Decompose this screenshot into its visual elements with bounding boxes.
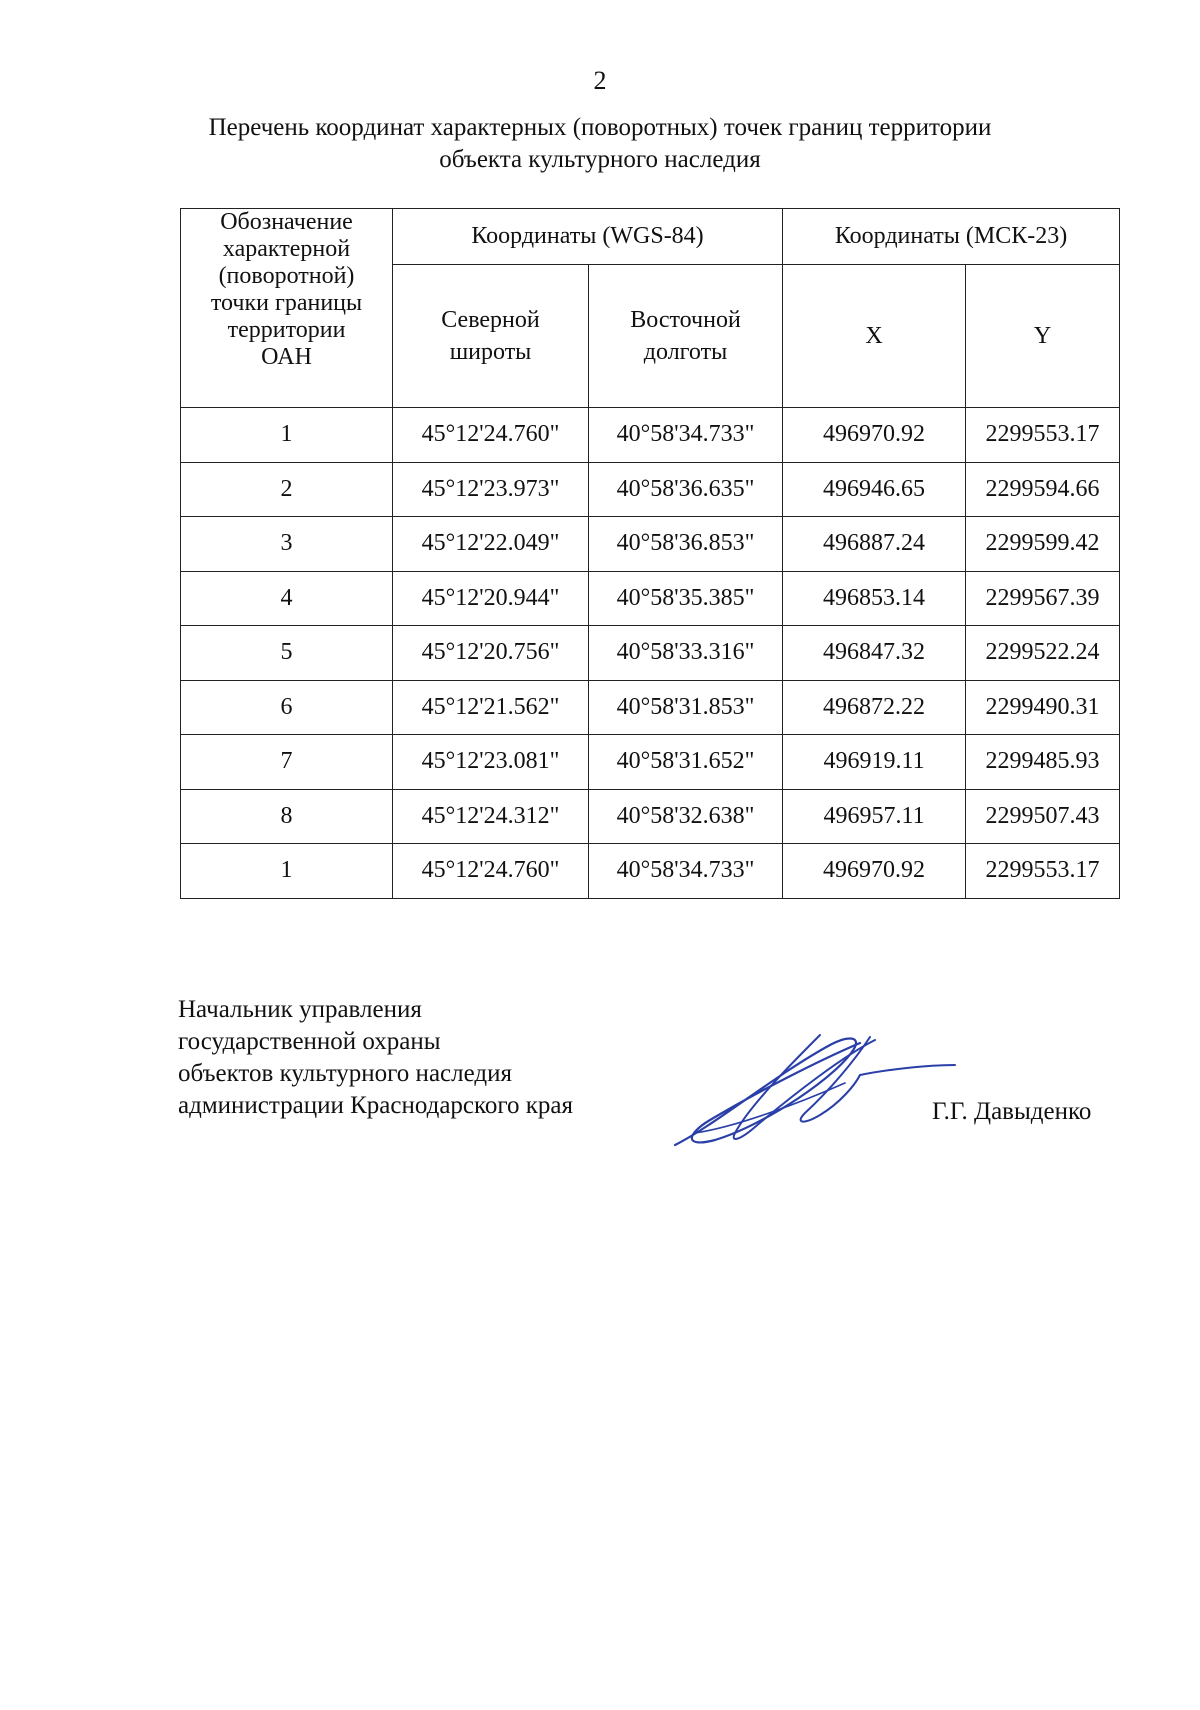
header-east-longitude [589, 265, 783, 408]
header-north-line: Северной [441, 307, 540, 333]
cell-point: 8 [181, 789, 393, 844]
table-row [181, 844, 1120, 899]
signatory-position-line: государственной охраны [178, 1028, 441, 1055]
table-row [181, 680, 1120, 735]
cell-y: 2299567.39 [966, 571, 1120, 626]
signatory-position-line: объектов культурного наследия [178, 1060, 512, 1087]
signatory-position-line: администрации Краснодарского края [178, 1092, 574, 1119]
cell-y: 2299599.42 [966, 517, 1120, 572]
cell-x: 496970.92 [783, 408, 966, 463]
table-row [181, 408, 1120, 463]
cell-y: 2299490.31 [966, 680, 1120, 735]
page-number: 2 [593, 66, 607, 95]
cell-point: 3 [181, 517, 393, 572]
table-row [181, 735, 1120, 790]
cell-longitude: 40°58'35.385" [589, 571, 783, 626]
cell-latitude: 45°12'21.562" [393, 680, 589, 735]
header-east-line: долготы [643, 339, 728, 365]
table-row [181, 789, 1120, 844]
cell-point: 1 [181, 844, 393, 899]
header-designation-line: характерной [222, 236, 351, 262]
table-row [181, 626, 1120, 681]
title-line-1: Перечень координат характерных (поворотных) точек границ территории [208, 114, 992, 141]
cell-latitude: 45°12'22.049" [393, 517, 589, 572]
header-designation-line: ОАН [261, 344, 312, 370]
cell-point: 6 [181, 680, 393, 735]
coordinates-table [180, 208, 1120, 899]
header-designation [181, 209, 393, 408]
cell-latitude: 45°12'24.760" [393, 408, 589, 463]
cell-longitude: 40°58'33.316" [589, 626, 783, 681]
cell-latitude: 45°12'24.760" [393, 844, 589, 899]
header-north-latitude [393, 265, 589, 408]
cell-longitude: 40°58'36.635" [589, 462, 783, 517]
header-x: X [783, 265, 966, 408]
table-row [181, 571, 1120, 626]
cell-y: 2299485.93 [966, 735, 1120, 790]
cell-point: 5 [181, 626, 393, 681]
cell-point: 1 [181, 408, 393, 463]
cell-x: 496946.65 [783, 462, 966, 517]
table-row [181, 517, 1120, 572]
cell-latitude: 45°12'24.312" [393, 789, 589, 844]
cell-y: 2299507.43 [966, 789, 1120, 844]
cell-y: 2299522.24 [966, 626, 1120, 681]
cell-point: 7 [181, 735, 393, 790]
cell-latitude: 45°12'20.756" [393, 626, 589, 681]
cell-longitude: 40°58'36.853" [589, 517, 783, 572]
cell-longitude: 40°58'34.733" [589, 844, 783, 899]
header-designation-line: (поворотной) [218, 263, 355, 289]
header-designation-line: точки границы [210, 290, 363, 316]
header-y: Y [966, 265, 1120, 408]
signatory-name: Г.Г. Давыденко [932, 1098, 1092, 1125]
cell-point: 2 [181, 462, 393, 517]
cell-x: 496970.92 [783, 844, 966, 899]
cell-longitude: 40°58'31.652" [589, 735, 783, 790]
cell-x: 496853.14 [783, 571, 966, 626]
signatory-position [178, 994, 573, 1122]
header-north-line: широты [449, 339, 532, 365]
cell-point: 4 [181, 571, 393, 626]
cell-longitude: 40°58'31.853" [589, 680, 783, 735]
cell-x: 496887.24 [783, 517, 966, 572]
cell-x: 496957.11 [783, 789, 966, 844]
header-designation-line: территории [227, 317, 346, 343]
cell-latitude: 45°12'23.081" [393, 735, 589, 790]
table-header-row-1 [181, 209, 1120, 265]
cell-longitude: 40°58'32.638" [589, 789, 783, 844]
handwritten-signature [655, 1015, 975, 1165]
header-msk23: Координаты (МСК-23) [783, 209, 1120, 265]
cell-y: 2299553.17 [966, 408, 1120, 463]
cell-x: 496847.32 [783, 626, 966, 681]
document-title [150, 112, 1050, 176]
header-east-line: Восточной [630, 307, 741, 333]
cell-latitude: 45°12'20.944" [393, 571, 589, 626]
signature-stroke [695, 1083, 845, 1133]
header-designation-line: Обозначение [220, 209, 353, 235]
signatory-position-line: Начальник управления [178, 996, 422, 1023]
header-wgs84: Координаты (WGS-84) [393, 209, 783, 265]
signature-stroke [675, 1039, 860, 1146]
cell-x: 496919.11 [783, 735, 966, 790]
table-row [181, 462, 1120, 517]
cell-y: 2299553.17 [966, 844, 1120, 899]
title-line-2: объекта культурного наследия [439, 146, 761, 173]
cell-y: 2299594.66 [966, 462, 1120, 517]
cell-latitude: 45°12'23.973" [393, 462, 589, 517]
cell-longitude: 40°58'34.733" [589, 408, 783, 463]
cell-x: 496872.22 [783, 680, 966, 735]
